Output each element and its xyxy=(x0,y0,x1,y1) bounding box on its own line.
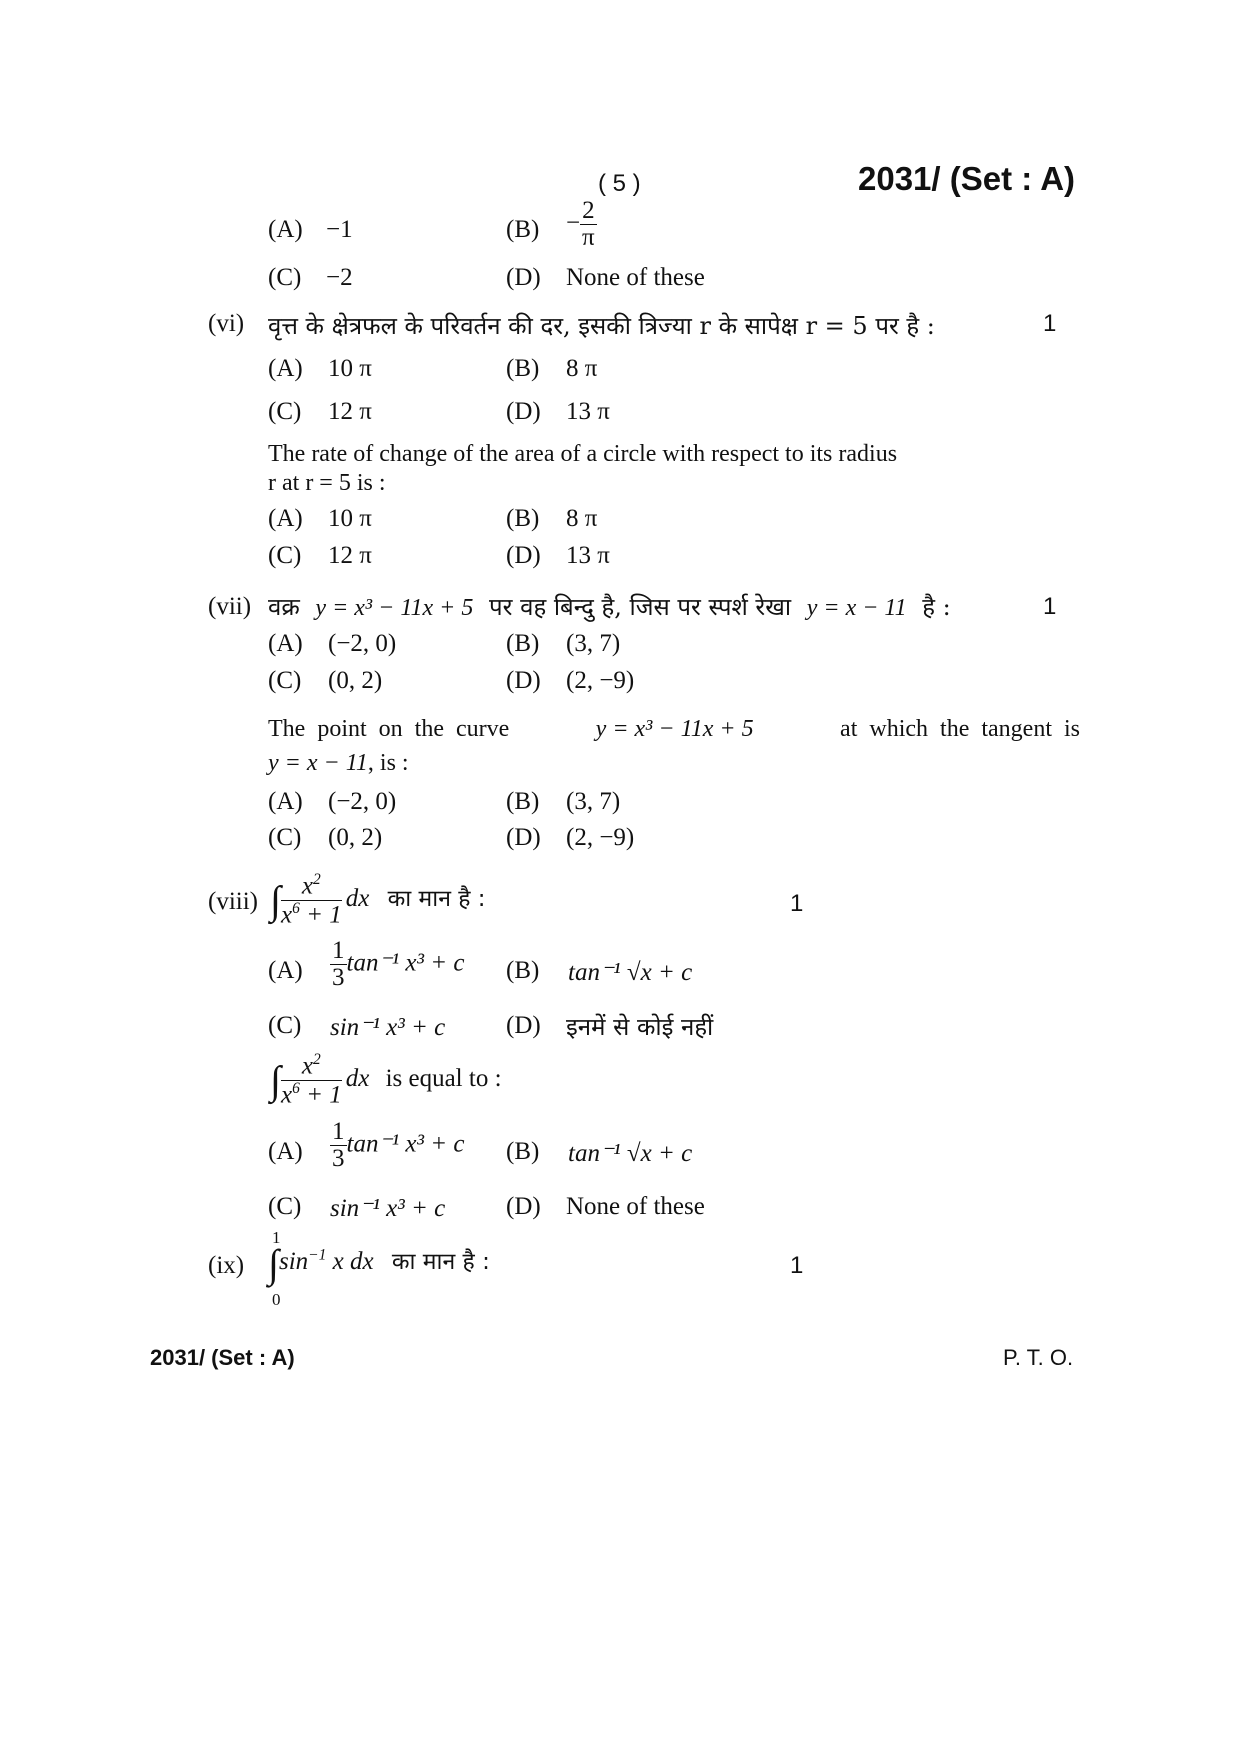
q6-hi-option-b-label: (B) xyxy=(506,355,540,382)
q7-hindi-a: वक्र xyxy=(268,593,300,621)
q8-en-option-c: sin⁻¹ x³ + c xyxy=(330,1195,446,1222)
q9-integral: $\int\sin^{-1}$ x dx का मान है : xyxy=(268,1241,490,1286)
q6-en-option-b-label: (B) xyxy=(506,505,540,532)
q6-en-option-a: 10 π xyxy=(328,505,372,532)
q7-en-option-a: (−2, 0) xyxy=(328,788,397,815)
q8-hi-option-c: sin⁻¹ x³ + c xyxy=(330,1014,446,1041)
q7-english-line2 xyxy=(268,750,409,777)
q7-english-tangent: y = x − 11 xyxy=(268,750,368,776)
q8-integral-hindi: ∫ $\frac{x^2}{x^6 + 1}$ dx का मान है : xyxy=(270,871,486,928)
q7-hindi-line xyxy=(268,590,951,623)
q9-hindi-tail: का मान है : xyxy=(391,1249,490,1276)
q6-english-line1: The rate of change of the area of a circle with respect to its radius xyxy=(268,441,898,467)
q6-hi-option-d: 13 π xyxy=(566,398,610,425)
q6-hi-option-b: 8 π xyxy=(566,355,598,382)
q7-hi-option-d: (2, −9) xyxy=(566,667,635,694)
q8-en-option-d: None of these xyxy=(566,1193,705,1220)
frac-numerator: 2 xyxy=(582,197,595,224)
page-number: ( 5 ) xyxy=(598,170,641,197)
q7-en-option-b: (3, 7) xyxy=(566,788,621,815)
q8-integral-english: ∫ $\frac{x^2}{x^6 + 1}$ dx is equal to : xyxy=(270,1051,502,1108)
q7-en-option-d-label: (D) xyxy=(506,824,541,851)
footer-set-code: 2031/ (Set : A) xyxy=(150,1345,295,1370)
prev-option-d-value: None of these xyxy=(566,264,705,291)
q7-curve-equation: y = x³ − 11x + 5 xyxy=(315,595,474,621)
q7-hindi-c: है : xyxy=(922,593,951,621)
q7-english-line1 xyxy=(268,716,1080,743)
q6-hi-option-d-label: (D) xyxy=(506,398,541,425)
q7-hi-option-d-label: (D) xyxy=(506,667,541,694)
q8-en-option-a: $\frac{1}{3}$ tan⁻¹ x³ + c xyxy=(332,1118,465,1173)
q7-hi-option-a: (−2, 0) xyxy=(328,630,397,657)
q8-hindi-tail: का मान है : xyxy=(387,885,486,912)
q7-en-option-c-label: (C) xyxy=(268,824,302,851)
set-code-header: 2031/ (Set : A) xyxy=(858,160,1076,197)
prev-option-b-label: (B) xyxy=(506,216,540,243)
prev-option-c-label: (C) xyxy=(268,264,302,291)
footer-pto: P. T. O. xyxy=(1003,1345,1074,1370)
q8-hi-option-c-label: (C) xyxy=(268,1012,302,1039)
q8-marks: 1 xyxy=(790,890,804,917)
q7-tangent-equation: y = x − 11 xyxy=(806,595,907,621)
q6-hi-option-c-label: (C) xyxy=(268,398,302,425)
q9-upper-limit: 1 xyxy=(272,1228,281,1247)
q6-hi-option-a: 10 π xyxy=(328,355,372,382)
q6-number: (vi) xyxy=(208,310,245,337)
prev-option-d-label: (D) xyxy=(506,264,541,291)
q7-hi-option-c: (0, 2) xyxy=(328,667,383,694)
q8-hi-option-d-label: (D) xyxy=(506,1012,541,1039)
q7-en-option-d: (2, −9) xyxy=(566,824,635,851)
q7-english-b: at which the tangent is xyxy=(840,716,1080,742)
q8-en-option-a-label: (A) xyxy=(268,1138,303,1165)
q8-english-tail: is equal to : xyxy=(385,1064,502,1092)
prev-option-c-value: −2 xyxy=(326,264,353,291)
q7-number: (vii) xyxy=(208,593,252,620)
q8-en-option-c-label: (C) xyxy=(268,1193,302,1220)
q7-en-option-a-label: (A) xyxy=(268,788,303,815)
q7-hi-option-a-label: (A) xyxy=(268,630,303,657)
q6-en-option-d: 13 π xyxy=(566,542,610,569)
q7-en-option-b-label: (B) xyxy=(506,788,540,815)
q8-hi-option-a-label: (A) xyxy=(268,957,303,984)
q9-lower-limit: 0 xyxy=(272,1290,281,1309)
q7-en-option-c: (0, 2) xyxy=(328,824,383,851)
q7-hi-option-b: (3, 7) xyxy=(566,630,621,657)
q8-hi-option-b-label: (B) xyxy=(506,957,540,984)
q6-hindi-text: वृत्त के क्षेत्रफल के परिवर्तन की दर, इसकी त्रिज्या r के सापेक्ष r = 5 पर है : xyxy=(268,312,935,340)
q9-number: (ix) xyxy=(208,1252,245,1279)
frac-denominator: π xyxy=(582,224,595,252)
q8-en-option-d-label: (D) xyxy=(506,1193,541,1220)
q6-en-option-c: 12 π xyxy=(328,542,372,569)
q7-marks: 1 xyxy=(1043,593,1057,620)
q7-english-c: , is : xyxy=(367,750,409,776)
prev-option-b-value: − $\frac{2}{\pi}$ xyxy=(566,197,595,252)
q6-en-option-a-label: (A) xyxy=(268,505,303,532)
q7-hi-option-b-label: (B) xyxy=(506,630,540,657)
q8-integrand: $\frac{x^2}{x^6 + 1}$ xyxy=(280,871,342,928)
q6-hi-option-c: 12 π xyxy=(328,398,372,425)
q6-en-option-d-label: (D) xyxy=(506,542,541,569)
q6-en-option-c-label: (C) xyxy=(268,542,302,569)
q7-hi-option-c-label: (C) xyxy=(268,667,302,694)
q6-marks: 1 xyxy=(1043,310,1057,337)
q8-hi-option-b: tan⁻¹ √x + c xyxy=(568,959,693,986)
q6-en-option-b: 8 π xyxy=(566,505,598,532)
q7-hindi-b: पर वह बिन्दु है, जिस पर स्पर्श रेखा xyxy=(489,593,792,621)
q7-english-a: The point on the curve xyxy=(268,716,510,742)
q8-number: (viii) xyxy=(208,888,258,915)
q9-marks: 1 xyxy=(790,1252,804,1279)
prev-option-a-label: (A) xyxy=(268,216,303,243)
q8-en-option-b: tan⁻¹ √x + c xyxy=(568,1140,693,1167)
q8-hi-option-a: $\frac{1}{3}$ tan⁻¹ x³ + c xyxy=(332,937,465,992)
q8-en-option-b-label: (B) xyxy=(506,1138,540,1165)
prev-option-a-value: −1 xyxy=(326,216,353,243)
q7-english-curve: y = x³ − 11x + 5 xyxy=(595,716,754,742)
q8-hi-option-d: इनमें से कोई नहीं xyxy=(566,1013,714,1041)
q6-hi-option-a-label: (A) xyxy=(268,355,303,382)
q6-english-line2: r at r = 5 is : xyxy=(268,470,386,496)
